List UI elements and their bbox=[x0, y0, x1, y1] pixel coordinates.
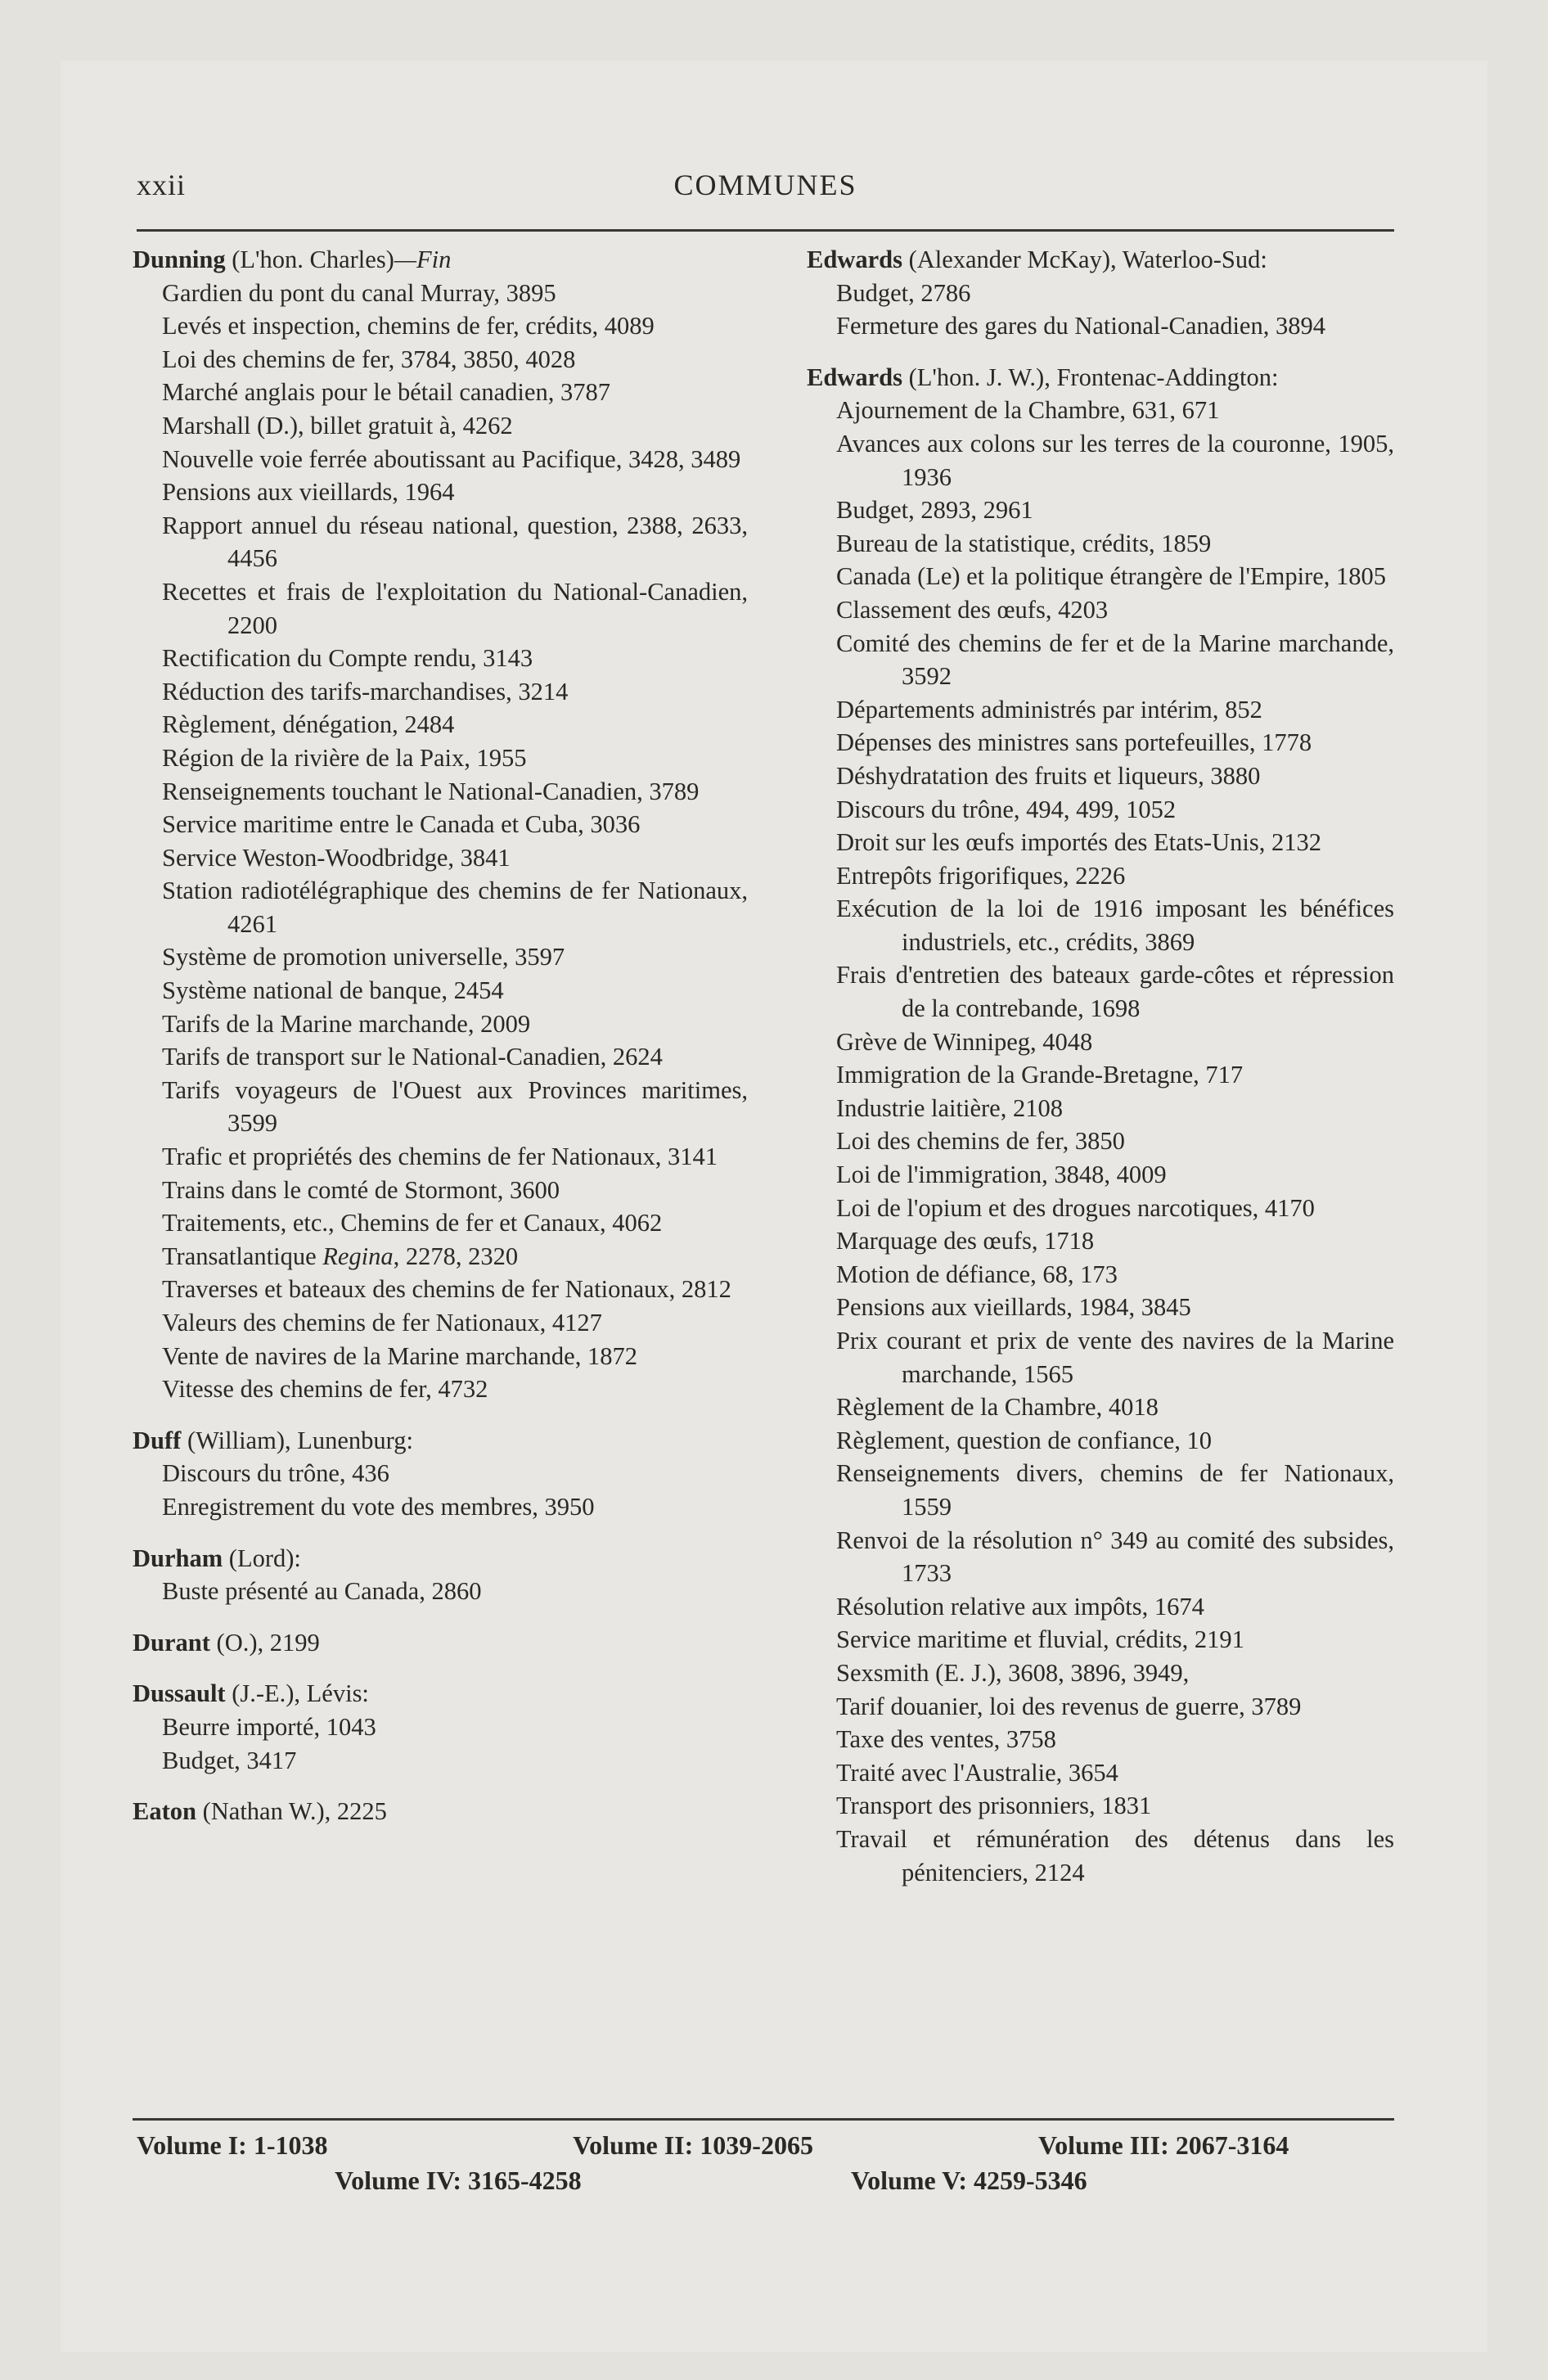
page-title: COMMUNES bbox=[673, 169, 857, 201]
index-heading bbox=[133, 1795, 748, 1828]
volume-3-range: Volume III: 2067-3164 bbox=[1038, 2130, 1289, 2160]
index-entry: Service maritime entre le Canada et Cuba, 3036 bbox=[162, 810, 641, 839]
index-entry: Entrepôts frigorifiques, 2226 bbox=[836, 861, 1126, 890]
heading-detail: (J.-E.), Lévis: bbox=[225, 1679, 369, 1708]
group-gap bbox=[133, 1777, 748, 1795]
index-entry: Fermeture des gares du National-Canadien, 3894 bbox=[836, 312, 1325, 340]
index-entry: Départements administrés par intérim, 852 bbox=[836, 695, 1262, 723]
index-entry: Tarif douanier, loi des revenus de guerre, 3789 bbox=[836, 1692, 1302, 1720]
index-entry: Sexsmith (E. J.), 3608, 3896, 3949, bbox=[836, 1658, 1190, 1687]
index-entry: Loi des chemins de fer, 3850 bbox=[836, 1127, 1125, 1156]
heading-name: Durham bbox=[133, 1544, 223, 1572]
index-heading bbox=[133, 1542, 748, 1575]
index-entry: Classement des œufs, 4203 bbox=[836, 595, 1109, 624]
index-entry: Pensions aux vieillards, 1964 bbox=[162, 478, 455, 507]
index-entry: Gardien du pont du canal Murray, 3895 bbox=[162, 278, 556, 307]
heading-detail: (William), Lunenburg: bbox=[181, 1426, 413, 1454]
index-entry: Renvoi de la résolution n° 349 au comité des subsides, 1733 bbox=[836, 1526, 1394, 1588]
index-entry: Discours du trône, 494, 499, 1052 bbox=[836, 795, 1177, 823]
index-entry: Canada (Le) et la politique étrangère de l'Empire, 1805 bbox=[836, 562, 1386, 591]
index-entry: Rapport annuel du réseau national, question, 2388, 2633, 4456 bbox=[162, 511, 748, 573]
heading-name: Dussault bbox=[133, 1679, 226, 1708]
index-entry: Trains dans le comté de Stormont, 3600 bbox=[162, 1175, 560, 1204]
index-entry: Discours du trône, 436 bbox=[162, 1459, 389, 1488]
group-gap bbox=[807, 343, 1394, 361]
index-entry: Prix courant et prix de vente des navires de la Marine marchande, 1565 bbox=[836, 1327, 1394, 1388]
heading-detail: (L'hon. J. W.), Frontenac-Addington: bbox=[902, 363, 1279, 391]
index-heading bbox=[133, 1424, 748, 1458]
index-entry: Région de la rivière de la Paix, 1955 bbox=[162, 743, 527, 772]
heading-name: Duff bbox=[133, 1426, 182, 1454]
group-gap bbox=[133, 1524, 748, 1542]
heading-detail: (Nathan W.), 2225 bbox=[196, 1797, 387, 1826]
index-entry: Déshydratation des fruits et liqueurs, 3880 bbox=[836, 761, 1261, 790]
index-entry: Traité avec l'Australie, 3654 bbox=[836, 1758, 1118, 1787]
index-heading bbox=[807, 243, 1394, 277]
index-entry: Loi de l'immigration, 3848, 4009 bbox=[836, 1161, 1167, 1189]
index-entry: Renseignements divers, chemins de fer Nationaux, 1559 bbox=[836, 1459, 1394, 1521]
index-entry: Service Weston-Woodbridge, 3841 bbox=[162, 843, 511, 872]
index-entry: Renseignements touchant le National-Canadien, 3789 bbox=[162, 777, 700, 805]
volume-2-range: Volume II: 1039-2065 bbox=[573, 2130, 813, 2160]
heading-detail: (Lord): bbox=[223, 1544, 301, 1572]
index-heading bbox=[133, 243, 748, 277]
index-entry: Transatlantique Regina, 2278, 2320 bbox=[162, 1242, 519, 1270]
index-entry: Loi de l'opium et des drogues narcotiques, 4170 bbox=[836, 1193, 1315, 1222]
index-entry: Vitesse des chemins de fer, 4732 bbox=[162, 1375, 488, 1404]
index-entry: Ajournement de la Chambre, 631, 671 bbox=[836, 396, 1220, 425]
group-gap bbox=[133, 1406, 748, 1424]
index-entry: Traverses et bateaux des chemins de fer Nationaux, 2812 bbox=[162, 1275, 731, 1304]
index-entry: Transport des prisonniers, 1831 bbox=[836, 1792, 1152, 1820]
volume-1-range: Volume I: 1-1038 bbox=[137, 2130, 328, 2160]
index-entry: Tarifs de transport sur le National-Canadien, 2624 bbox=[162, 1043, 663, 1071]
index-entry: Vente de navires de la Marine marchande, 1872 bbox=[162, 1341, 637, 1370]
index-heading bbox=[807, 361, 1394, 394]
index-entry: Comité des chemins de fer et de la Marine marchande, 3592 bbox=[836, 629, 1394, 691]
index-entry: Enregistrement du vote des membres, 3950 bbox=[162, 1492, 595, 1521]
heading-name: Edwards bbox=[807, 246, 902, 273]
index-entry: Avances aux colons sur les terres de la couronne, 1905, 1936 bbox=[836, 429, 1394, 491]
index-entry: Système national de banque, 2454 bbox=[162, 976, 504, 1005]
index-entry: Budget, 2786 bbox=[836, 278, 971, 307]
index-entry: Taxe des ventes, 3758 bbox=[836, 1725, 1056, 1754]
heading-name: Edwards bbox=[807, 363, 902, 391]
group-gap bbox=[133, 1659, 748, 1677]
index-entry: Immigration de la Grande-Bretagne, 717 bbox=[836, 1061, 1244, 1089]
index-entry: Travail et rémunération des détenus dans les pénitenciers, 2124 bbox=[836, 1824, 1394, 1886]
index-entry: Règlement de la Chambre, 4018 bbox=[836, 1393, 1159, 1422]
index-heading bbox=[133, 1677, 748, 1711]
index-entry: Beurre importé, 1043 bbox=[162, 1712, 376, 1741]
heading-detail: (L'hon. Charles) bbox=[225, 246, 394, 273]
index-entry: Industrie laitière, 2108 bbox=[836, 1093, 1063, 1122]
index-entry: Levés et inspection, chemins de fer, crédits, 4089 bbox=[162, 312, 655, 340]
index-heading bbox=[133, 1626, 748, 1660]
index-entry: Grève de Winnipeg, 4048 bbox=[836, 1027, 1093, 1056]
index-entry: Règlement, dénégation, 2484 bbox=[162, 710, 455, 739]
index-entry: Budget, 2893, 2961 bbox=[836, 496, 1033, 525]
index-entry: Station radiotélégraphique des chemins de fer Nationaux, 4261 bbox=[162, 877, 748, 938]
index-entry: Réduction des tarifs-marchandises, 3214 bbox=[162, 677, 569, 705]
index-entry: Tarifs de la Marine marchande, 2009 bbox=[162, 1009, 531, 1038]
header-rule bbox=[137, 229, 1394, 232]
heading-suffix: —Fin bbox=[394, 246, 452, 273]
index-entry: Buste présenté au Canada, 2860 bbox=[162, 1577, 482, 1606]
heading-detail: (O.), 2199 bbox=[209, 1628, 320, 1657]
index-entry: Service maritime et fluvial, crédits, 2191 bbox=[836, 1625, 1244, 1654]
index-entry: Résolution relative aux impôts, 1674 bbox=[836, 1592, 1204, 1620]
index-entry: Rectification du Compte rendu, 3143 bbox=[162, 644, 533, 673]
index-entry: Exécution de la loi de 1916 imposant les bénéfices industriels, etc., crédits, 3869 bbox=[836, 895, 1394, 956]
index-entry: Motion de défiance, 68, 173 bbox=[836, 1260, 1118, 1288]
page-number: xxii bbox=[137, 169, 187, 201]
running-header bbox=[137, 168, 1394, 209]
index-column-right bbox=[807, 243, 1394, 1889]
volume-5-range: Volume V: 4259-5346 bbox=[851, 2166, 1087, 2195]
index-entry: Règlement, question de confiance, 10 bbox=[836, 1426, 1213, 1454]
index-entry: Loi des chemins de fer, 3784, 3850, 4028 bbox=[162, 345, 576, 373]
index-entry: Trafic et propriétés des chemins de fer Nationaux, 3141 bbox=[162, 1143, 718, 1171]
volume-4-range: Volume IV: 3165-4258 bbox=[335, 2166, 582, 2195]
index-entry: Bureau de la statistique, crédits, 1859 bbox=[836, 529, 1212, 557]
index-entry: Tarifs voyageurs de l'Ouest aux Provinces maritimes, 3599 bbox=[162, 1075, 748, 1138]
index-column-left bbox=[133, 243, 748, 1828]
heading-name: Eaton bbox=[133, 1797, 196, 1826]
index-entry: Nouvelle voie ferrée aboutissant au Pacifique, 3428, 3489 bbox=[162, 444, 741, 473]
index-entry: Marché anglais pour le bétail canadien, 3787 bbox=[162, 378, 610, 407]
heading-detail: (Alexander McKay), Waterloo-Sud: bbox=[902, 246, 1267, 273]
index-entry: Valeurs des chemins de fer Nationaux, 4127 bbox=[162, 1309, 602, 1336]
index-entry: Dépenses des ministres sans portefeuilles, 1778 bbox=[836, 728, 1312, 757]
index-entry: Marquage des œufs, 1718 bbox=[836, 1227, 1095, 1255]
index-entry: Pensions aux vieillards, 1984, 3845 bbox=[836, 1293, 1191, 1322]
index-entry: Marshall (D.), billet gratuit à, 4262 bbox=[162, 411, 513, 439]
footer-rule bbox=[133, 2118, 1394, 2121]
index-entry: Budget, 3417 bbox=[162, 1746, 297, 1774]
index-entry: Traitements, etc., Chemins de fer et Canaux, 4062 bbox=[162, 1209, 663, 1237]
index-entry: Recettes et frais de l'exploitation du National-Canadien, 2200 bbox=[162, 577, 748, 639]
index-entry: Frais d'entretien des bateaux garde-côtes et répression de la contrebande, 1698 bbox=[836, 961, 1394, 1023]
index-entry: Droit sur les œufs importés des Etats-Unis, 2132 bbox=[836, 828, 1321, 857]
index-entry: Système de promotion universelle, 3597 bbox=[162, 943, 565, 971]
heading-name: Dunning bbox=[133, 246, 226, 273]
group-gap bbox=[133, 1608, 748, 1626]
heading-name: Durant bbox=[133, 1628, 210, 1657]
volume-ranges bbox=[133, 2128, 1394, 2198]
